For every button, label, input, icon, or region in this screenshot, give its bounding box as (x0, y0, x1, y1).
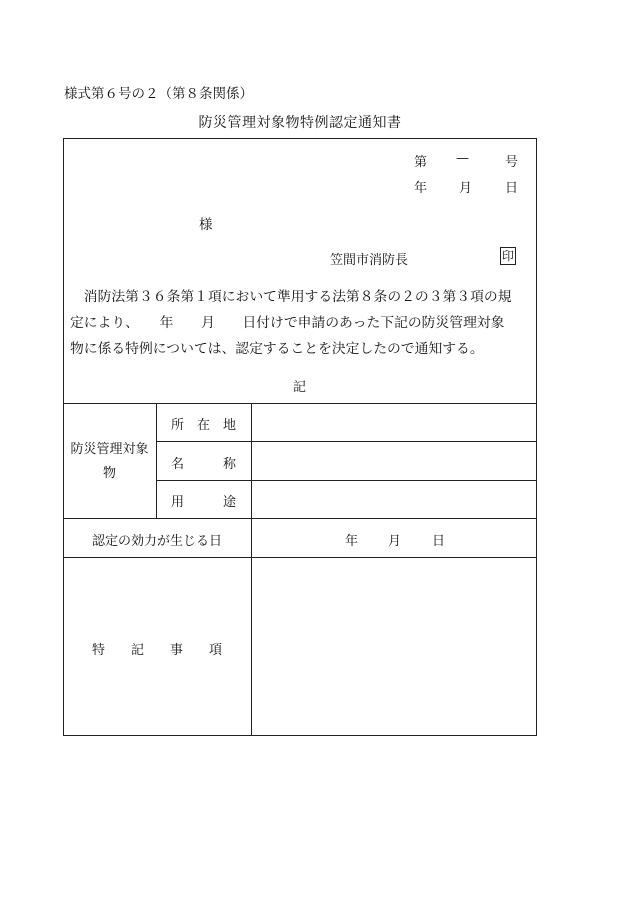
issuer-name: 笠間市消防長 (330, 253, 409, 268)
object-label: 防災管理対象 物 (70, 442, 149, 481)
table-top-rule (63, 403, 537, 404)
ki-heading: 記 (293, 380, 307, 395)
effective-day: 日 (432, 534, 446, 549)
location-label: 所 在 地 (170, 418, 236, 433)
number-dai: 第 (414, 155, 428, 170)
body-line: 定により、 年 月 日付けで申請のあった下記の防災管理対象 (70, 315, 505, 331)
addressee-suffix: 様 (199, 217, 213, 233)
row-divider (63, 518, 537, 519)
name-label: 名 称 (170, 457, 236, 472)
column-divider (251, 403, 252, 736)
document-title: 防災管理対象物特例認定通知書 (198, 115, 402, 131)
seal-mark: 印 (501, 249, 514, 263)
date-month: 月 (459, 181, 473, 196)
effective-year: 年 (345, 534, 359, 549)
number-go: 号 (505, 155, 519, 170)
body-line: 物に係る特例については、認定することを決定したので通知する。 (70, 341, 484, 357)
body-line: 消防法第３６条第１項において準用する法第８条の２の３第３項の規 (70, 289, 512, 305)
row-divider (156, 480, 537, 481)
number-dash: — (456, 151, 469, 166)
effective-month: 月 (388, 534, 402, 549)
notice-body (70, 284, 532, 362)
date-day: 日 (505, 181, 519, 196)
row-divider (156, 441, 537, 442)
form-number-label: 様式第６号の２（第８条関係） (64, 86, 253, 102)
row-divider (63, 557, 537, 558)
effective-date-label: 認定の効力が生じる日 (91, 534, 222, 549)
date-year: 年 (414, 181, 428, 196)
use-label: 用 途 (170, 495, 236, 510)
special-notes-label: 特 記 事 項 (91, 643, 222, 658)
